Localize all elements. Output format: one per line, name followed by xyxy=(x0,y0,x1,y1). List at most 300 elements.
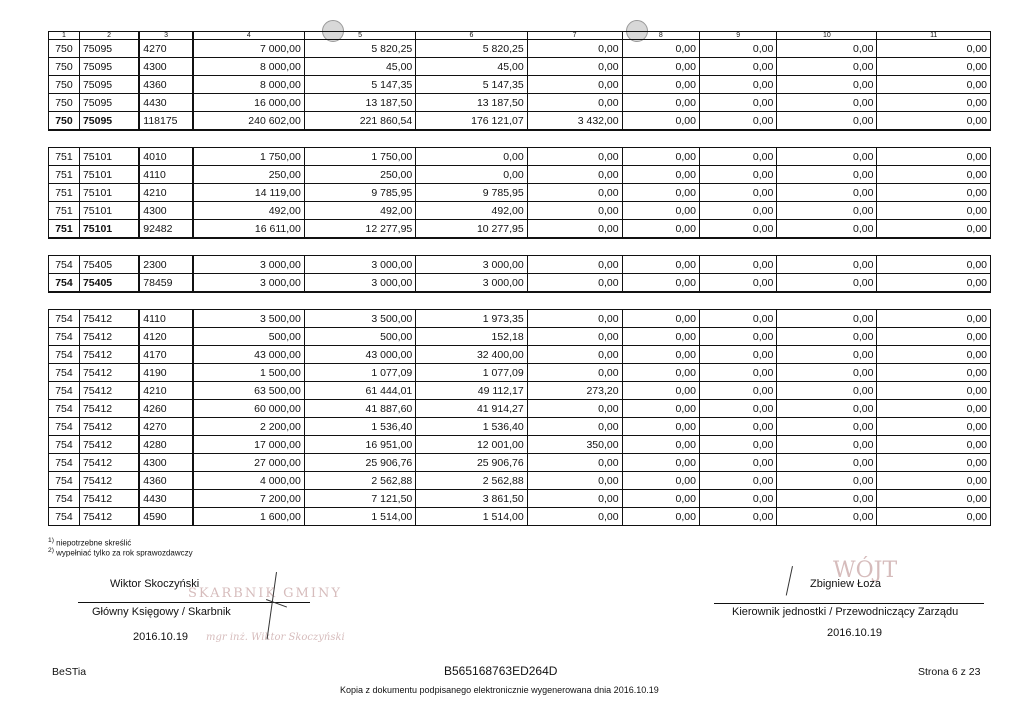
table-cell: 75101 xyxy=(79,166,139,184)
table-cell: 1 514,00 xyxy=(416,508,527,526)
table-row xyxy=(49,400,991,418)
summary-cell: 221 860,54 xyxy=(304,112,415,131)
table-cell: 5 820,25 xyxy=(304,40,415,58)
table-cell: 750 xyxy=(49,76,80,94)
table-cell: 0,00 xyxy=(877,472,991,490)
summary-cell: 118175 xyxy=(139,112,193,131)
table-cell: 0,00 xyxy=(877,400,991,418)
table-cell: 0,00 xyxy=(527,346,622,364)
summary-cell: 754 xyxy=(49,274,80,293)
table-cell: 0,00 xyxy=(527,94,622,112)
table-cell: 0,00 xyxy=(877,346,991,364)
table-cell: 754 xyxy=(49,490,80,508)
table-cell: 0,00 xyxy=(699,184,776,202)
table-cell: 75412 xyxy=(79,382,139,400)
column-number: 9 xyxy=(699,32,776,40)
table-cell: 751 xyxy=(49,148,80,166)
table-cell: 75412 xyxy=(79,436,139,454)
table-cell: 0,00 xyxy=(777,418,877,436)
table-cell: 4210 xyxy=(139,184,193,202)
table-cell: 751 xyxy=(49,202,80,220)
group-separator xyxy=(49,292,991,310)
table-cell: 0,00 xyxy=(622,382,699,400)
summary-cell: 0,00 xyxy=(527,220,622,239)
summary-cell: 3 432,00 xyxy=(527,112,622,131)
copy-note: Kopia z dokumentu podpisanego elektronicznie wygenerowana dnia 2016.10.19 xyxy=(340,685,659,695)
table-cell: 0,00 xyxy=(877,490,991,508)
table-cell: 0,00 xyxy=(527,364,622,382)
table-cell: 4190 xyxy=(139,364,193,382)
table-cell: 75412 xyxy=(79,310,139,328)
table-cell: 0,00 xyxy=(777,76,877,94)
right-signer-name: Zbigniew Łoza xyxy=(810,578,881,590)
signature-line xyxy=(714,603,984,604)
table-row xyxy=(49,94,991,112)
left-signer-name: Wiktor Skoczyński xyxy=(110,578,200,590)
summary-cell: 0,00 xyxy=(777,112,877,131)
table-cell: 0,00 xyxy=(877,184,991,202)
table-cell: 63 500,00 xyxy=(193,382,304,400)
table-cell: 0,00 xyxy=(622,148,699,166)
summary-cell: 0,00 xyxy=(622,274,699,293)
table-cell: 1 500,00 xyxy=(193,364,304,382)
table-cell: 0,00 xyxy=(777,58,877,76)
table-cell: 13 187,50 xyxy=(304,94,415,112)
table-cell: 0,00 xyxy=(877,508,991,526)
summary-cell: 12 277,95 xyxy=(304,220,415,239)
table-row xyxy=(49,508,991,526)
table-cell: 0,00 xyxy=(699,454,776,472)
group-separator xyxy=(49,130,991,148)
summary-cell: 16 611,00 xyxy=(193,220,304,239)
table-row xyxy=(49,58,991,76)
table-cell: 4210 xyxy=(139,382,193,400)
table-cell: 0,00 xyxy=(527,166,622,184)
table-cell: 2 562,88 xyxy=(304,472,415,490)
summary-cell: 0,00 xyxy=(699,112,776,131)
table-cell: 0,00 xyxy=(699,346,776,364)
summary-cell: 0,00 xyxy=(877,112,991,131)
table-cell: 754 xyxy=(49,310,80,328)
table-cell: 4170 xyxy=(139,346,193,364)
table-cell: 0,00 xyxy=(877,40,991,58)
table-cell: 75412 xyxy=(79,364,139,382)
table-cell: 4280 xyxy=(139,436,193,454)
table-cell: 0,00 xyxy=(777,166,877,184)
table-cell: 0,00 xyxy=(527,508,622,526)
summary-cell: 0,00 xyxy=(622,220,699,239)
table-cell: 0,00 xyxy=(877,58,991,76)
table-cell: 5 820,25 xyxy=(416,40,527,58)
table-cell: 0,00 xyxy=(699,508,776,526)
table-row xyxy=(49,148,991,166)
table-cell: 0,00 xyxy=(622,310,699,328)
table-cell: 1 077,09 xyxy=(304,364,415,382)
table-cell: 75101 xyxy=(79,184,139,202)
summary-row xyxy=(49,274,991,293)
table-cell: 0,00 xyxy=(622,454,699,472)
table-cell: 0,00 xyxy=(699,328,776,346)
table-cell: 0,00 xyxy=(622,40,699,58)
group-separator xyxy=(49,238,991,256)
table-cell: 0,00 xyxy=(777,148,877,166)
table-cell: 0,00 xyxy=(622,328,699,346)
table-cell: 1 077,09 xyxy=(416,364,527,382)
table-cell: 0,00 xyxy=(527,256,622,274)
table-cell: 754 xyxy=(49,328,80,346)
table-cell: 0,00 xyxy=(622,94,699,112)
table-cell: 0,00 xyxy=(777,40,877,58)
table-cell: 1 514,00 xyxy=(304,508,415,526)
table-cell: 75095 xyxy=(79,94,139,112)
table-cell: 0,00 xyxy=(699,472,776,490)
table-cell: 25 906,76 xyxy=(416,454,527,472)
summary-cell: 92482 xyxy=(139,220,193,239)
table-cell: 0,00 xyxy=(777,472,877,490)
table-cell: 754 xyxy=(49,454,80,472)
table-cell: 0,00 xyxy=(877,94,991,112)
table-cell: 754 xyxy=(49,364,80,382)
summary-cell: 3 000,00 xyxy=(416,274,527,293)
table-cell: 0,00 xyxy=(877,256,991,274)
table-cell: 0,00 xyxy=(699,40,776,58)
summary-cell: 0,00 xyxy=(527,274,622,293)
table-cell: 0,00 xyxy=(699,418,776,436)
summary-cell: 3 000,00 xyxy=(193,274,304,293)
table-cell: 0,00 xyxy=(622,436,699,454)
table-cell: 75095 xyxy=(79,76,139,94)
table-cell: 4430 xyxy=(139,94,193,112)
table-cell: 75095 xyxy=(79,40,139,58)
table-cell: 4430 xyxy=(139,490,193,508)
right-signature-date: 2016.10.19 xyxy=(827,627,883,639)
table-cell: 75412 xyxy=(79,418,139,436)
table-cell: 0,00 xyxy=(416,166,527,184)
document-code: B565168763ED264D xyxy=(444,664,558,678)
right-signer-role: Kierownik jednostki / Przewodniczący Zarządu xyxy=(732,606,959,618)
table-row xyxy=(49,472,991,490)
table-cell: 4270 xyxy=(139,418,193,436)
table-cell: 3 000,00 xyxy=(416,256,527,274)
table-row xyxy=(49,490,991,508)
table-cell: 754 xyxy=(49,400,80,418)
table-cell: 0,00 xyxy=(622,76,699,94)
table-cell: 0,00 xyxy=(777,184,877,202)
table-cell: 60 000,00 xyxy=(193,400,304,418)
table-cell: 0,00 xyxy=(527,76,622,94)
table-cell: 500,00 xyxy=(193,328,304,346)
table-cell: 9 785,95 xyxy=(304,184,415,202)
table-cell: 3 500,00 xyxy=(193,310,304,328)
table-cell: 0,00 xyxy=(622,490,699,508)
summary-cell: 0,00 xyxy=(877,220,991,239)
table-row xyxy=(49,346,991,364)
table-cell: 751 xyxy=(49,184,80,202)
table-cell: 0,00 xyxy=(622,418,699,436)
table-cell: 0,00 xyxy=(527,148,622,166)
table-cell: 0,00 xyxy=(622,364,699,382)
table-cell: 4260 xyxy=(139,400,193,418)
table-cell: 0,00 xyxy=(777,256,877,274)
table-cell: 0,00 xyxy=(777,202,877,220)
table-cell: 2300 xyxy=(139,256,193,274)
table-cell: 13 187,50 xyxy=(416,94,527,112)
handwritten-signature xyxy=(786,566,793,596)
report-table xyxy=(48,31,991,526)
table-cell: 754 xyxy=(49,256,80,274)
table-cell: 4360 xyxy=(139,76,193,94)
table-cell: 4010 xyxy=(139,148,193,166)
table-cell: 0,00 xyxy=(777,436,877,454)
summary-row xyxy=(49,220,991,239)
table-cell: 5 147,35 xyxy=(416,76,527,94)
summary-cell: 75405 xyxy=(79,274,139,293)
table-cell: 492,00 xyxy=(416,202,527,220)
table-cell: 3 000,00 xyxy=(193,256,304,274)
summary-cell: 0,00 xyxy=(699,220,776,239)
table-cell: 32 400,00 xyxy=(416,346,527,364)
table-cell: 0,00 xyxy=(877,202,991,220)
column-number: 4 xyxy=(193,32,304,40)
table-cell: 49 112,17 xyxy=(416,382,527,400)
column-number: 3 xyxy=(139,32,193,40)
table-cell: 17 000,00 xyxy=(193,436,304,454)
app-name: BeSTia xyxy=(52,666,87,678)
table-row xyxy=(49,166,991,184)
table-cell: 5 147,35 xyxy=(304,76,415,94)
table-cell: 152,18 xyxy=(416,328,527,346)
table-cell: 0,00 xyxy=(527,40,622,58)
table-cell: 0,00 xyxy=(699,400,776,418)
table-cell: 0,00 xyxy=(622,400,699,418)
table-cell: 1 600,00 xyxy=(193,508,304,526)
table-cell: 75412 xyxy=(79,400,139,418)
table-cell: 4120 xyxy=(139,328,193,346)
table-cell: 0,00 xyxy=(699,94,776,112)
table-cell: 1 536,40 xyxy=(416,418,527,436)
table-cell: 43 000,00 xyxy=(304,346,415,364)
summary-cell: 3 000,00 xyxy=(304,274,415,293)
table-cell: 7 000,00 xyxy=(193,40,304,58)
table-cell: 0,00 xyxy=(777,364,877,382)
table-row xyxy=(49,418,991,436)
handwritten-signature xyxy=(267,572,277,639)
table-row xyxy=(49,328,991,346)
footnote-1-text: niepotrzebne skreślić xyxy=(56,538,132,548)
left-signer-role: Główny Księgowy / Skarbnik xyxy=(92,606,231,618)
summary-cell: 75095 xyxy=(79,112,139,131)
table-cell: 0,00 xyxy=(527,472,622,490)
table-cell: 75412 xyxy=(79,472,139,490)
table-row xyxy=(49,184,991,202)
table-cell: 0,00 xyxy=(622,202,699,220)
summary-cell: 10 277,95 xyxy=(416,220,527,239)
table-row xyxy=(49,202,991,220)
table-cell: 754 xyxy=(49,472,80,490)
table-cell: 0,00 xyxy=(777,346,877,364)
table-cell: 1 536,40 xyxy=(304,418,415,436)
table-cell: 0,00 xyxy=(527,184,622,202)
table-cell: 754 xyxy=(49,382,80,400)
table-cell: 75412 xyxy=(79,454,139,472)
summary-cell: 75101 xyxy=(79,220,139,239)
table-cell: 754 xyxy=(49,436,80,454)
column-number: 8 xyxy=(622,32,699,40)
table-cell: 0,00 xyxy=(877,454,991,472)
table-cell: 250,00 xyxy=(193,166,304,184)
table-cell: 0,00 xyxy=(622,256,699,274)
table-cell: 4270 xyxy=(139,40,193,58)
table-cell: 3 500,00 xyxy=(304,310,415,328)
table-cell: 0,00 xyxy=(699,148,776,166)
table-cell: 0,00 xyxy=(699,76,776,94)
table-cell: 43 000,00 xyxy=(193,346,304,364)
summary-row xyxy=(49,112,991,131)
summary-cell: 0,00 xyxy=(877,274,991,293)
table-cell: 0,00 xyxy=(622,472,699,490)
table-cell: 27 000,00 xyxy=(193,454,304,472)
table-row xyxy=(49,364,991,382)
table-cell: 0,00 xyxy=(699,382,776,400)
table-cell: 500,00 xyxy=(304,328,415,346)
table-cell: 0,00 xyxy=(527,58,622,76)
table-cell: 12 001,00 xyxy=(416,436,527,454)
table-cell: 750 xyxy=(49,40,80,58)
column-number: 11 xyxy=(877,32,991,40)
table-cell: 0,00 xyxy=(777,508,877,526)
table-cell: 75412 xyxy=(79,508,139,526)
footnote-1-mark: 1) xyxy=(48,537,54,544)
table-cell: 1 750,00 xyxy=(193,148,304,166)
table-cell: 0,00 xyxy=(527,310,622,328)
table-cell: 75405 xyxy=(79,256,139,274)
table-cell: 4 000,00 xyxy=(193,472,304,490)
table-cell: 0,00 xyxy=(622,346,699,364)
summary-cell: 78459 xyxy=(139,274,193,293)
summary-cell: 0,00 xyxy=(777,220,877,239)
table-cell: 0,00 xyxy=(877,364,991,382)
table-cell: 492,00 xyxy=(304,202,415,220)
table-cell: 0,00 xyxy=(622,184,699,202)
table-cell: 750 xyxy=(49,94,80,112)
column-number: 7 xyxy=(527,32,622,40)
footnote-2-text: wypełniać tylko za rok sprawozdawczy xyxy=(56,548,193,558)
table-cell: 4590 xyxy=(139,508,193,526)
table-cell: 0,00 xyxy=(699,166,776,184)
table-cell: 0,00 xyxy=(527,328,622,346)
table-cell: 41 887,60 xyxy=(304,400,415,418)
column-number: 10 xyxy=(777,32,877,40)
summary-cell: 0,00 xyxy=(777,274,877,293)
table-cell: 75412 xyxy=(79,490,139,508)
table-cell: 45,00 xyxy=(416,58,527,76)
table-cell: 0,00 xyxy=(527,454,622,472)
table-cell: 0,00 xyxy=(527,202,622,220)
table-row xyxy=(49,310,991,328)
page-number: Strona 6 z 23 xyxy=(918,666,981,678)
column-number: 6 xyxy=(416,32,527,40)
table-cell: 751 xyxy=(49,166,80,184)
table-cell: 4300 xyxy=(139,202,193,220)
table-cell: 0,00 xyxy=(622,58,699,76)
table-cell: 0,00 xyxy=(877,76,991,94)
table-cell: 0,00 xyxy=(777,328,877,346)
table-cell: 75101 xyxy=(79,148,139,166)
summary-cell: 0,00 xyxy=(622,112,699,131)
official-stamp: SKARBNIK GMINY xyxy=(188,586,342,601)
table-cell: 4360 xyxy=(139,472,193,490)
table-cell: 0,00 xyxy=(699,310,776,328)
table-cell: 8 000,00 xyxy=(193,58,304,76)
table-cell: 0,00 xyxy=(699,436,776,454)
table-cell: 0,00 xyxy=(877,382,991,400)
table-cell: 0,00 xyxy=(877,436,991,454)
table-cell: 0,00 xyxy=(699,256,776,274)
table-cell: 16 951,00 xyxy=(304,436,415,454)
table-cell: 754 xyxy=(49,346,80,364)
table-cell: 0,00 xyxy=(527,418,622,436)
table-cell: 0,00 xyxy=(877,148,991,166)
table-row xyxy=(49,436,991,454)
table-cell: 750 xyxy=(49,58,80,76)
table-cell: 0,00 xyxy=(777,454,877,472)
table-cell: 75095 xyxy=(79,58,139,76)
table-cell: 0,00 xyxy=(622,166,699,184)
table-cell: 25 906,76 xyxy=(304,454,415,472)
summary-cell: 240 602,00 xyxy=(193,112,304,131)
table-cell: 2 562,88 xyxy=(416,472,527,490)
table-cell: 0,00 xyxy=(877,418,991,436)
summary-cell: 176 121,07 xyxy=(416,112,527,131)
table-cell: 0,00 xyxy=(877,310,991,328)
table-cell: 61 444,01 xyxy=(304,382,415,400)
summary-cell: 0,00 xyxy=(699,274,776,293)
table-cell: 4110 xyxy=(139,166,193,184)
table-cell: 3 000,00 xyxy=(304,256,415,274)
table-cell: 16 000,00 xyxy=(193,94,304,112)
table-cell: 1 750,00 xyxy=(304,148,415,166)
table-cell: 41 914,27 xyxy=(416,400,527,418)
table-cell: 754 xyxy=(49,418,80,436)
table-cell: 8 000,00 xyxy=(193,76,304,94)
table-cell: 1 973,35 xyxy=(416,310,527,328)
table-cell: 0,00 xyxy=(699,202,776,220)
table-cell: 0,00 xyxy=(416,148,527,166)
table-cell: 350,00 xyxy=(527,436,622,454)
table-cell: 2 200,00 xyxy=(193,418,304,436)
table-cell: 492,00 xyxy=(193,202,304,220)
table-cell: 45,00 xyxy=(304,58,415,76)
table-cell: 75412 xyxy=(79,346,139,364)
table-cell: 75101 xyxy=(79,202,139,220)
table-cell: 0,00 xyxy=(527,400,622,418)
table-cell: 0,00 xyxy=(622,508,699,526)
column-number-row xyxy=(49,32,991,40)
table-cell: 7 121,50 xyxy=(304,490,415,508)
table-cell: 0,00 xyxy=(777,400,877,418)
table-cell: 4110 xyxy=(139,310,193,328)
table-cell: 0,00 xyxy=(699,364,776,382)
table-cell: 0,00 xyxy=(777,382,877,400)
table-cell: 0,00 xyxy=(877,328,991,346)
table-row xyxy=(49,454,991,472)
table-cell: 273,20 xyxy=(527,382,622,400)
table-row xyxy=(49,76,991,94)
summary-cell: 750 xyxy=(49,112,80,131)
footnote-2-mark: 2) xyxy=(48,547,54,554)
table-cell: 0,00 xyxy=(777,94,877,112)
table-cell: 14 119,00 xyxy=(193,184,304,202)
